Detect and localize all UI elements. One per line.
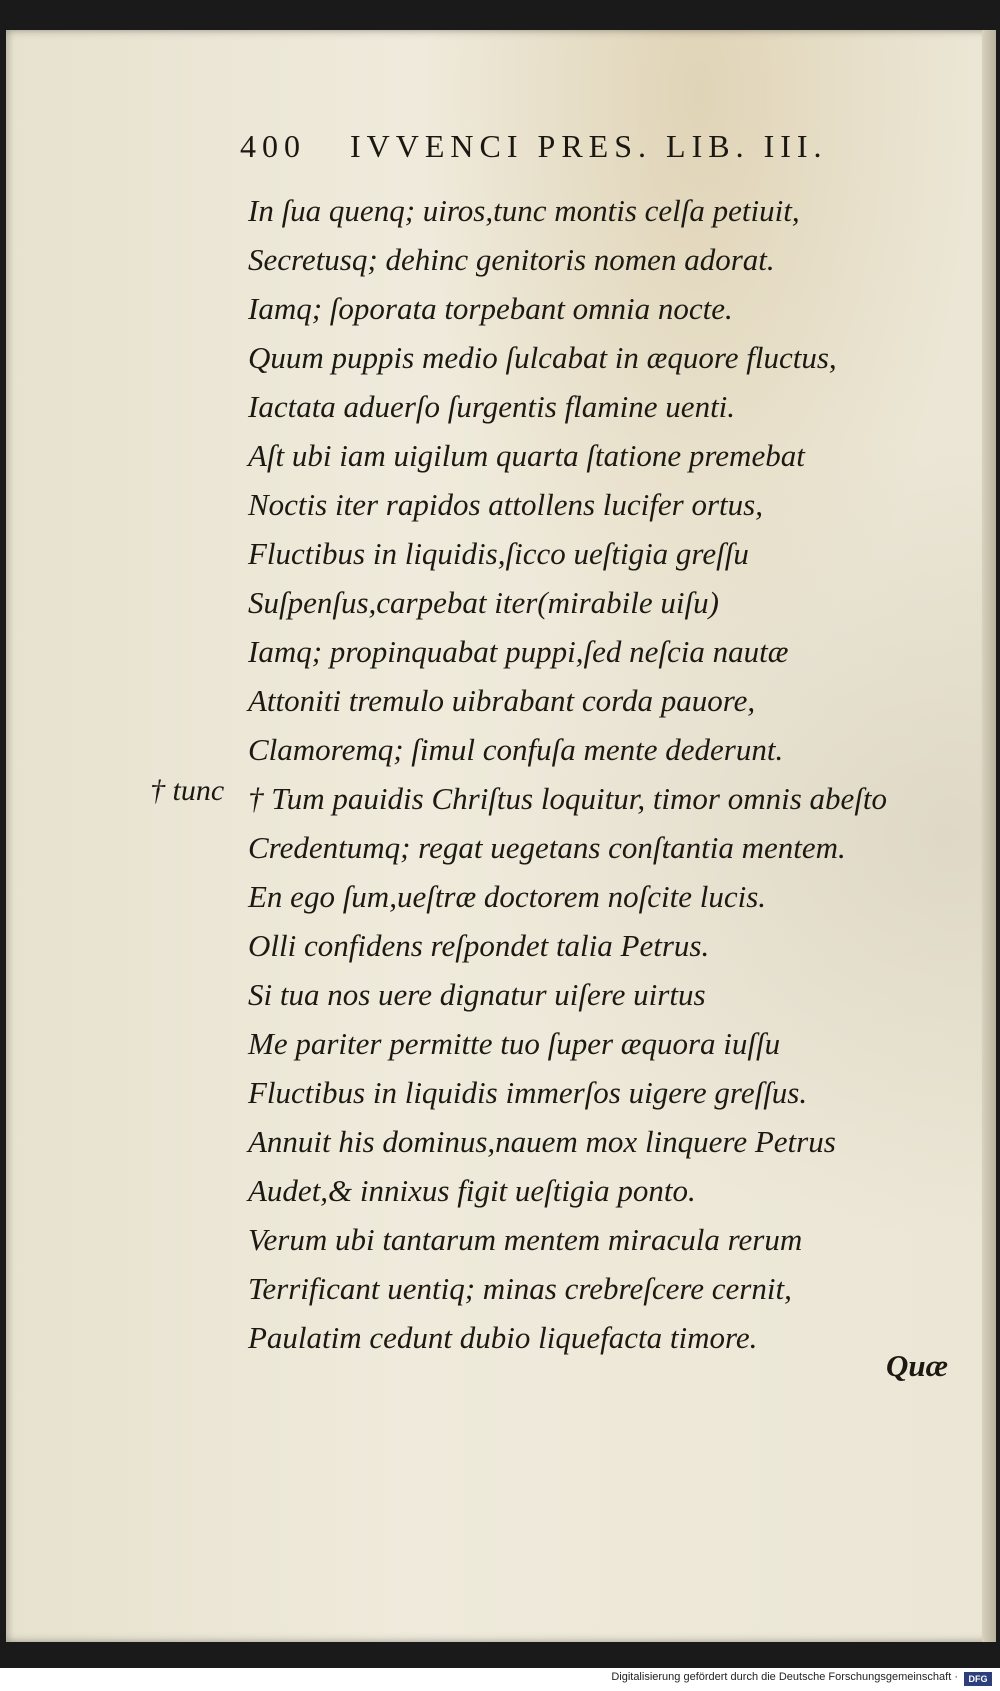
verse-line: Iactata aduerſo ſurgentis flamine uenti. [248,389,736,424]
header-title: IVVENCI PRES. LIB. III. [350,128,828,164]
verse-line: Annuit his dominus,nauem mox linquere Petrus [248,1124,836,1159]
verse-line: Fluctibus in liquidis,ſicco ueſtigia greſſu [248,536,749,571]
page-edge [982,30,996,1642]
verse-line: En ego ſum,ueſtræ doctorem noſcite lucis. [248,879,767,914]
verse-line: Clamoremq; ſimul confuſa mente dederunt. [248,732,784,767]
page-number: 400 [240,128,306,164]
running-head [240,128,910,172]
catchword: Quæ [886,1348,949,1383]
marginal-note: † tunc [150,774,225,807]
verse-line: Credentumq; regat uegetans conſtantia mentem. [248,830,846,865]
verse-text [248,186,958,1362]
verse-line: † Tum pauidis Chriſtus loquitur, timor omnis abeſto [248,781,888,816]
verse-line: Me pariter permitte tuo ſuper æquora iuſſu [248,1026,781,1061]
footer-bar [0,1668,1000,1691]
verse-line: Iamq; ſoporata torpebant omnia nocte. [248,291,733,326]
verse-line: Suſpenſus,carpebat iter(mirabile uiſu) [248,585,719,620]
verse-line: Fluctibus in liquidis immerſos uigere greſſus. [248,1075,808,1110]
verse-line: Aſt ubi iam uigilum quarta ſtatione premebat [248,438,805,473]
verse-line: Terrificant uentiq; minas crebreſcere cernit, [248,1271,792,1306]
funding-credit: Digitalisierung gefördert durch die Deutsche Forschungsgemeinschaft · [611,1671,958,1683]
verse-line: Iamq; propinquabat puppi,ſed neſcia nautæ [248,634,789,669]
verse-line: Paulatim cedunt dubio liquefacta timore. [248,1320,758,1355]
verse-line: Secretusq; dehinc genitoris nomen adorat. [248,242,775,277]
dfg-logo-icon: DFG [964,1672,992,1686]
verse-line: Attoniti tremulo uibrabant corda pauore, [248,683,756,718]
verse-line: Noctis iter rapidos attollens lucifer ortus, [248,487,763,522]
verse-line: Si tua nos uere dignatur uiſere uirtus [248,977,706,1012]
verse-line: Verum ubi tantarum mentem miracula rerum [248,1222,803,1257]
verse-line: Olli confidens reſpondet talia Petrus. [248,928,710,963]
verse-line: Audet,& innixus figit ueſtigia ponto. [248,1173,696,1208]
verse-line: In ſua quenq; uiros,tunc montis celſa petiuit, [248,193,800,228]
verse-line: Quum puppis medio ſulcabat in æquore fluctus, [248,340,837,375]
